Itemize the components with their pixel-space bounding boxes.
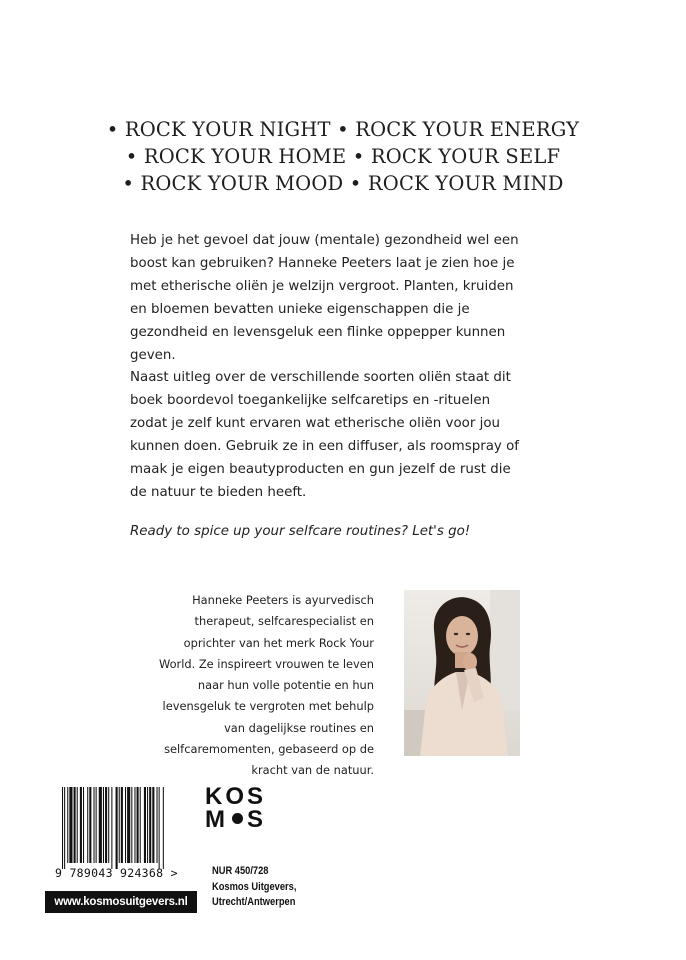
publisher-info <box>212 864 309 911</box>
barcode-bar <box>119 787 120 863</box>
publisher-website: www.kosmosuitgevers.nl <box>45 891 197 913</box>
barcode-bar <box>77 787 78 863</box>
tagline-2: • ROCK YOUR HOME • ROCK YOUR SELF <box>125 145 561 168</box>
tagline-paragraph: Ready to spice up your selfcare routines? Let's go! <box>130 524 471 539</box>
barcode-bar <box>103 787 104 863</box>
barcode-bar <box>108 787 109 863</box>
barcode-bar <box>152 787 154 863</box>
taglines <box>0 116 686 197</box>
barcode-icon <box>60 787 196 869</box>
barcode-bar <box>140 787 141 863</box>
logo-letter-s: S <box>247 806 267 833</box>
barcode-bar <box>116 787 118 869</box>
barcode-bar <box>163 787 164 869</box>
barcode-bar <box>87 787 88 863</box>
tagline-1: • ROCK YOUR NIGHT • ROCK YOUR ENERGY <box>106 118 580 141</box>
author-photo <box>404 590 520 756</box>
barcode-bar <box>62 787 63 869</box>
logo-dot-icon <box>232 813 243 824</box>
content-paragraph: Naast uitleg over de verschillende soorten oliën staat dit boek boordevol toegankelijke selfcaretips en -rituelen zodat je zelf kunt ervaren wat etherische oliën voor jou kunnen doen. Gebruik ze in een diffuser, als roomspray of maak je eigen beautyproducten en gun jezelf de rust die de natuur te bieden heeft. <box>130 370 520 500</box>
logo-row-1: KOS <box>205 783 267 810</box>
barcode-bar <box>83 787 84 863</box>
barcode-bar <box>125 787 126 863</box>
barcode-bar <box>157 787 158 863</box>
barcode-bar <box>159 787 160 869</box>
barcode-bar <box>137 787 139 863</box>
isbn-barcode <box>60 787 196 869</box>
barcode-bar <box>121 787 123 863</box>
kosmos-logo <box>205 785 285 837</box>
barcode-bar <box>105 787 107 863</box>
publisher-location: Utrecht/Antwerpen <box>212 896 296 908</box>
barcode-bar <box>74 787 76 863</box>
barcode-bar <box>144 787 146 863</box>
nur-code: NUR 450/728 <box>212 865 269 877</box>
barcode-bar <box>80 787 82 863</box>
barcode-bar <box>89 787 91 863</box>
barcode-bar <box>69 787 72 863</box>
barcode-bar <box>147 787 148 863</box>
isbn-digits: 9 789043 924368 > <box>55 866 178 880</box>
barcode-bar <box>64 787 65 869</box>
author-bio: Hanneke Peeters is ayurvedisch therapeut, selfcarespecialist en oprichter van het merk Rock Your World. Ze inspireert vrouwen te leven naar hun volle potentie en hun levensgeluk te vergroten met behulp van dagelijkse routines en selfcaremomenten, gebaseerd op de kracht van de natuur. <box>158 593 374 778</box>
logo-row-2 <box>205 808 285 831</box>
barcode-bar <box>99 787 102 863</box>
intro-paragraph: Heb je het gevoel dat jouw (mentale) gezondheid wel een boost kan gebruiken? Hanneke Peeters laat je zien hoe je met etherische oliën je welzijn vergroot. Planten, kruiden en bloemen bevatten unieke eigenschappen die je gezondheid en levensgeluk een flinke oppepper kunnen geven. <box>130 233 519 363</box>
barcode-bar <box>96 787 97 863</box>
tagline-3: • ROCK YOUR MOOD • ROCK YOUR MIND <box>122 172 564 195</box>
barcode-bar <box>149 787 151 863</box>
barcode-bar <box>134 787 135 863</box>
publisher-name: Kosmos Uitgevers, <box>212 880 297 893</box>
barcode-bar <box>67 787 68 863</box>
barcode-bar <box>94 787 95 863</box>
logo-letter-m: M <box>205 806 228 833</box>
barcode-bar <box>127 787 130 863</box>
barcode-bar <box>131 787 132 863</box>
barcode-bar <box>111 787 112 869</box>
author-portrait-image <box>404 590 520 756</box>
